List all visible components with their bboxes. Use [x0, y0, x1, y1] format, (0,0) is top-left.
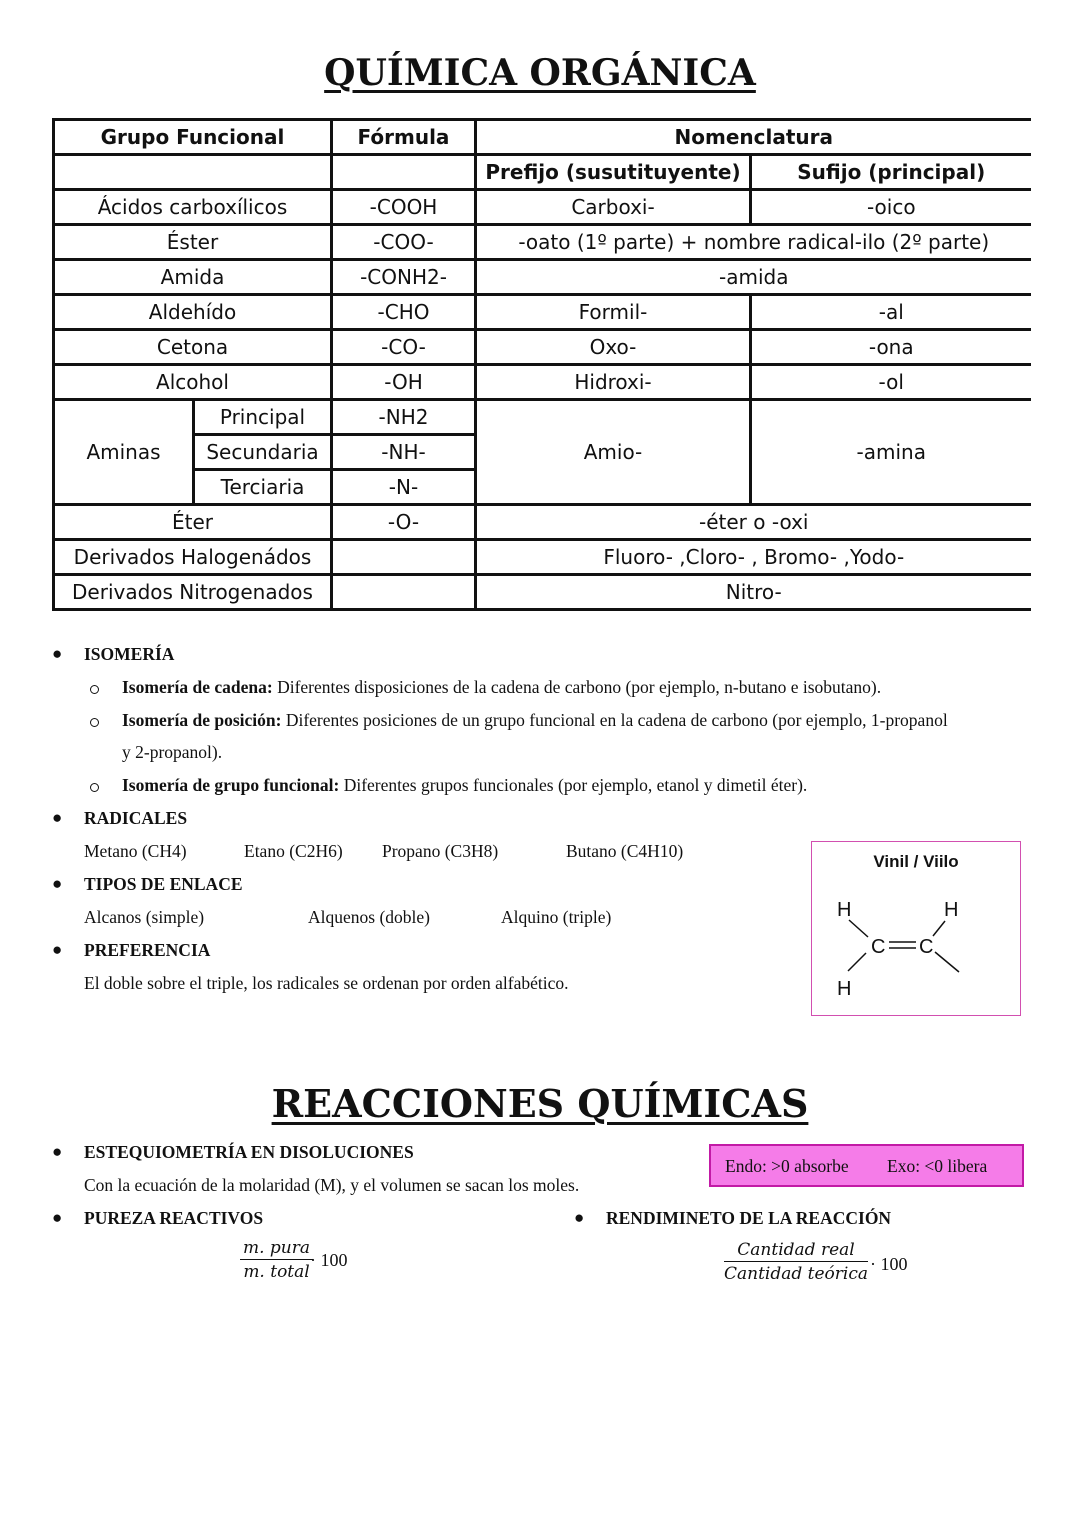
formula-cell: [332, 575, 476, 610]
vinil-label: Vinil / Viilo: [873, 852, 959, 871]
amina-tipo-cell: Terciaria: [194, 470, 332, 505]
header-formula: Fórmula: [332, 120, 476, 155]
bullet-dot: ●: [52, 940, 63, 959]
header-prefijo: Prefijo (susutituyente): [476, 155, 751, 190]
table-row: [54, 295, 1031, 330]
sufijo-cell: -amina: [751, 400, 1031, 505]
estequiometria-text: Con la ecuación de la molaridad (M), y el volumen se sacan los moles.: [84, 1175, 580, 1195]
grupo-cell: Derivados Nitrogenados: [54, 575, 332, 610]
sufijo-cell: -ol: [751, 365, 1031, 400]
sufijo-cell: -ona: [751, 330, 1031, 365]
enlace-item: Alquino (triple): [501, 907, 612, 927]
formula-cell: -NH-: [332, 435, 476, 470]
pureza-denominator: m. total: [243, 1262, 310, 1282]
table-row: [54, 505, 1031, 540]
endo-label: Endo: >0 absorbe: [725, 1156, 849, 1176]
atom-c: C: [871, 936, 886, 958]
sub-bullet: [90, 783, 99, 792]
prefijo-cell: Amio-: [476, 400, 751, 505]
table-row: [54, 575, 1031, 610]
radical-item: Propano (C3H8): [382, 841, 499, 861]
table-row: [54, 190, 1031, 225]
bullet-dot: ●: [574, 1208, 585, 1227]
formula-cell: -CO-: [332, 330, 476, 365]
table-row: [54, 225, 1031, 260]
preferencia-text: El doble sobre el triple, los radicales se ordenan por orden alfabético.: [84, 973, 569, 993]
page-title: QUÍMICA ORGÁNICA: [324, 52, 756, 94]
bullet-dot: ●: [52, 874, 63, 893]
formula-cell: -O-: [332, 505, 476, 540]
rendimiento-fraction: [724, 1240, 868, 1284]
formula-cell: -CHO: [332, 295, 476, 330]
enlace-heading: TIPOS DE ENLACE: [84, 874, 243, 894]
table-row: [54, 260, 1031, 295]
nombre-cell: -éter o -oxi: [476, 505, 1031, 540]
prefijo-cell: Hidroxi-: [476, 365, 751, 400]
formula-cell: -CONH2-: [332, 260, 476, 295]
table-row: [54, 540, 1031, 575]
bullet-dot: ●: [52, 808, 63, 827]
table-row: [54, 365, 1031, 400]
isomeria-grupo: Isomería de grupo funcional: Diferentes grupos funcionales (por ejemplo, etanol y dimetil éter).: [122, 775, 808, 795]
rendimiento-denominator: Cantidad teórica: [724, 1264, 869, 1284]
pureza-fraction: [240, 1238, 313, 1282]
sub-bullet: [90, 685, 99, 694]
radical-item: Metano (CH4): [84, 841, 187, 861]
isomeria-cadena: Isomería de cadena: Diferentes disposiciones de la cadena de carbono (por ejemplo, n-butano e isobutano).: [122, 677, 882, 697]
grupo-cell: Éster: [54, 225, 332, 260]
section-title-reacciones: REACCIONES QUÍMICAS: [271, 1081, 809, 1126]
enlace-item: Alquenos (doble): [308, 907, 430, 927]
grupo-cell: Alcohol: [54, 365, 332, 400]
exo-label: Exo: <0 libera: [887, 1156, 988, 1176]
table-row: [54, 330, 1031, 365]
formula-cell: -COO-: [332, 225, 476, 260]
formula-cell: -NH2: [332, 400, 476, 435]
estequiometria-heading: ESTEQUIOMETRÍA EN DISOLUCIONES: [84, 1142, 414, 1162]
nombre-cell: Fluoro- ,Cloro- , Bromo- ,Yodo-: [476, 540, 1031, 575]
pureza-numerator: m. pura: [240, 1238, 313, 1260]
endo-exo-box: [709, 1144, 1024, 1187]
rendimiento-multiplier: · 100: [870, 1254, 908, 1274]
enlace-item: Alcanos (simple): [84, 907, 205, 927]
radicales-heading: RADICALES: [84, 808, 188, 828]
amina-tipo-cell: Secundaria: [194, 435, 332, 470]
atom-h: H: [837, 899, 852, 921]
grupo-cell: Aldehído: [54, 295, 332, 330]
nombre-cell: -oato (1º parte) + nombre radical-ilo (2º parte): [476, 225, 1031, 260]
bullet-dot: ●: [52, 1208, 63, 1227]
rendimiento-numerator: Cantidad real: [724, 1240, 868, 1262]
sub-bullet: [90, 718, 99, 727]
isomeria-posicion-cont: y 2-propanol).: [122, 742, 223, 762]
header-sufijo: Sufijo (principal): [751, 155, 1031, 190]
grupo-cell: Amida: [54, 260, 332, 295]
header-nomenclatura: Nomenclatura: [476, 120, 1031, 155]
atom-c: C: [919, 936, 934, 958]
atom-h: H: [944, 899, 959, 921]
isomeria-heading: ISOMERÍA: [84, 644, 175, 664]
nombre-cell: Nitro-: [476, 575, 1031, 610]
sufijo-cell: -oico: [751, 190, 1031, 225]
rendimiento-heading: RENDIMINETO DE LA REACCIÓN: [606, 1208, 892, 1228]
grupo-cell: Derivados Halogenádos: [54, 540, 332, 575]
vinyl-structure-diagram: [812, 842, 1020, 1015]
pureza-heading: PUREZA REACTIVOS: [84, 1208, 264, 1228]
formula-cell: -COOH: [332, 190, 476, 225]
nombre-cell: -amida: [476, 260, 1031, 295]
header-grupo: Grupo Funcional: [54, 120, 332, 155]
table-subheader-row: [54, 155, 1031, 190]
formula-cell: -OH: [332, 365, 476, 400]
formula-cell: [332, 540, 476, 575]
table-row: [54, 400, 1031, 435]
bullet-dot: ●: [52, 1142, 63, 1161]
radical-item: Butano (C4H10): [566, 841, 684, 861]
aminas-cell: Aminas: [54, 400, 194, 505]
formula-cell: -N-: [332, 470, 476, 505]
functional-groups-table: [52, 118, 1031, 611]
grupo-cell: Ácidos carboxílicos: [54, 190, 332, 225]
atom-h: H: [837, 978, 852, 1000]
grupo-cell: Éter: [54, 505, 332, 540]
pureza-multiplier: · 100: [310, 1250, 348, 1270]
prefijo-cell: Formil-: [476, 295, 751, 330]
bullet-dot: ●: [52, 644, 63, 663]
isomeria-posicion: Isomería de posición: Diferentes posiciones de un grupo funcional en la cadena de carbono (por ejemplo, 1-propanol: [122, 710, 948, 730]
prefijo-cell: Carboxi-: [476, 190, 751, 225]
sufijo-cell: -al: [751, 295, 1031, 330]
table-header-row: [54, 120, 1031, 155]
preferencia-heading: PREFERENCIA: [84, 940, 211, 960]
vinil-box: [811, 841, 1021, 1016]
prefijo-cell: Oxo-: [476, 330, 751, 365]
grupo-cell: Cetona: [54, 330, 332, 365]
radical-item: Etano (C2H6): [244, 841, 343, 861]
amina-tipo-cell: Principal: [194, 400, 332, 435]
